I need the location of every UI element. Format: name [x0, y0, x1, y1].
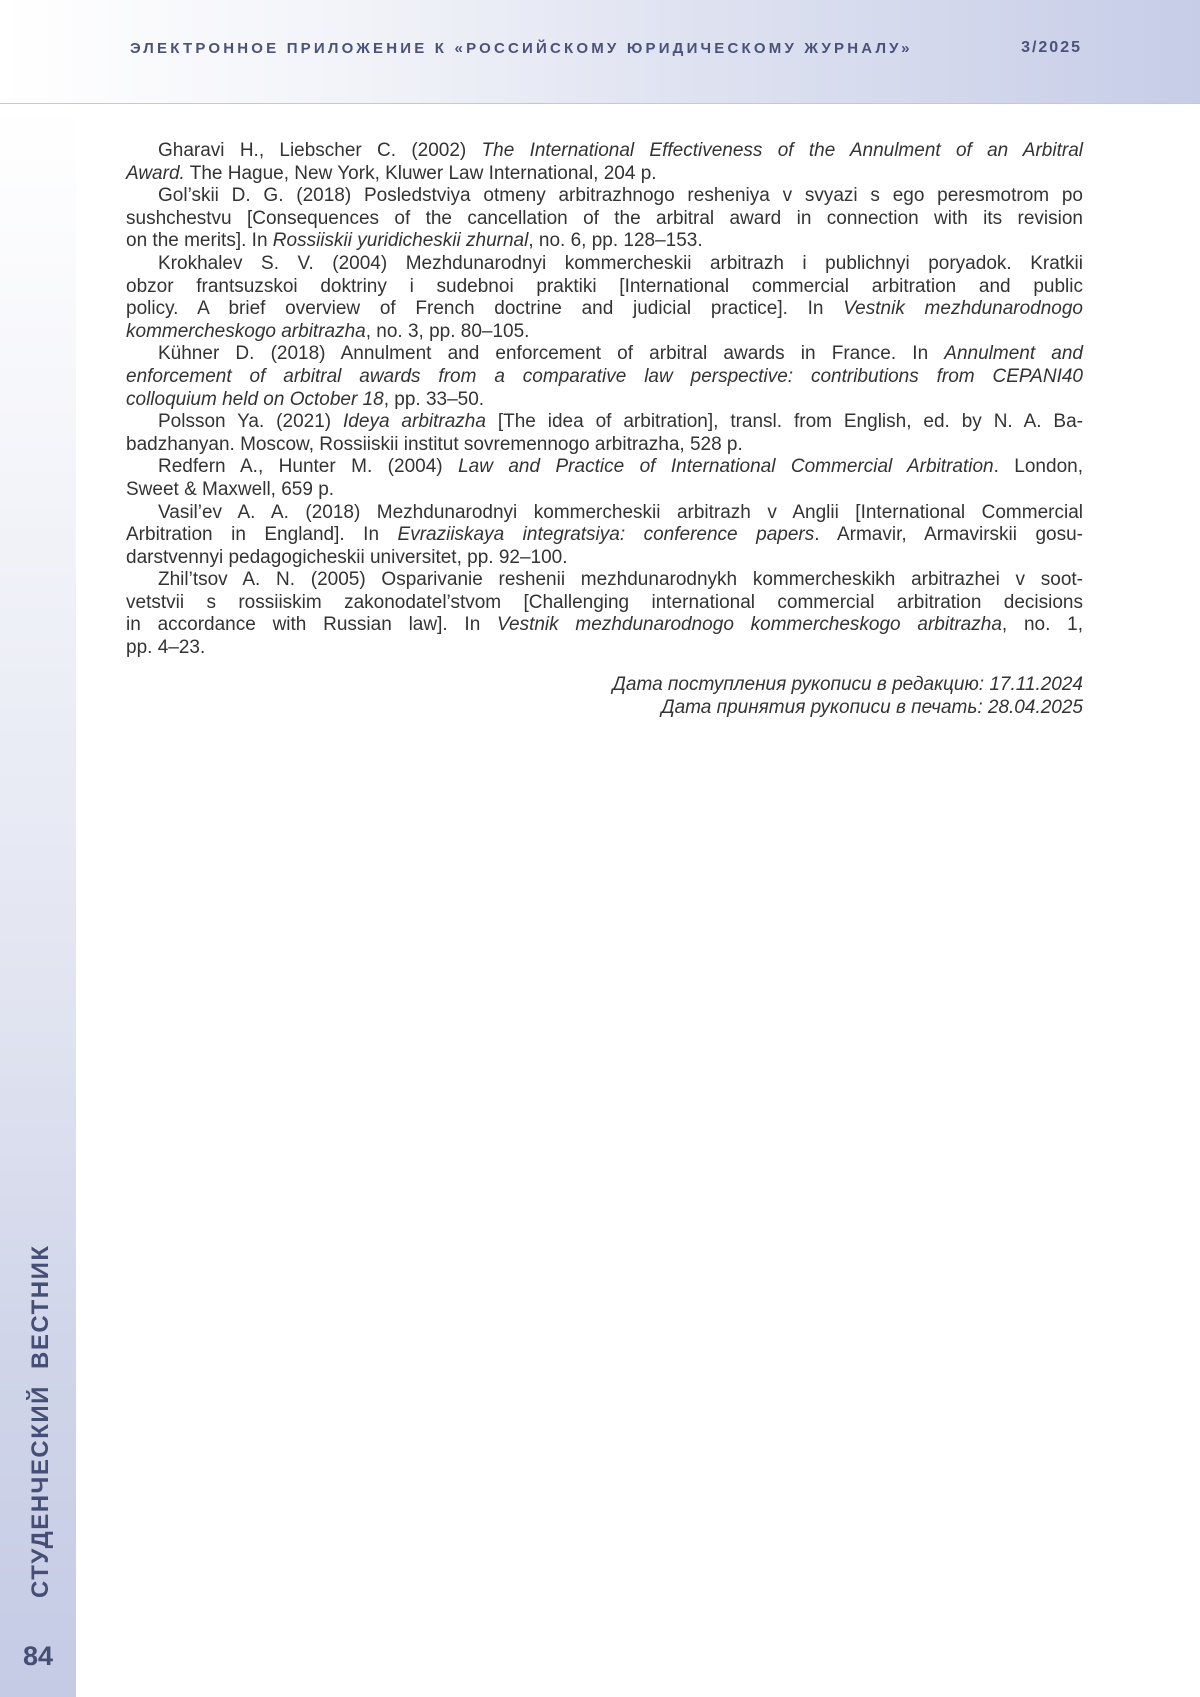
reference-line: Arbitration in England]. In Evraziiskaya integratsiya: conference papers. Armavir, Armavirskii gosu- — [126, 524, 1084, 546]
reference-line: on the merits]. In Rossiiskii yuridicheskii zhurnal, no. 6, pp. 128–153. — [126, 230, 703, 252]
reference-line: Vasil’ev A. A. (2018) Mezhdunarodnyi kommercheskii arbitrazh v Anglii [International Commercial — [158, 501, 1083, 523]
submission-dates — [126, 674, 1083, 719]
reference-line: Gharavi H., Liebscher C. (2002) The International Effectiveness of the Annulment of an Arbitral — [158, 140, 1083, 161]
reference-line: pp. 4–23. — [126, 637, 206, 659]
references-section — [126, 140, 1083, 660]
header-band — [0, 0, 1200, 104]
reference-line: darstvennyi pedagogicheskii universitet, pp. 92–100. — [126, 546, 568, 568]
reference-line: Kühner D. (2018) Annulment and enforcement of arbitral awards in France. In Annulment and — [158, 343, 1083, 365]
date-received: Дата поступления рукописи в редакцию: 17.11.2024 — [612, 674, 1083, 695]
reference-line: enforcement of arbitral awards from a comparative law perspective: contributions from CEPANI40 — [126, 365, 1083, 387]
reference-line: vetstvii s rossiiskim zakonodatel’stvom [Challenging international commercial arbitration decisions — [126, 591, 1083, 613]
date-accepted: Дата принятия рукописи в печать: 28.04.2025 — [661, 696, 1083, 718]
page-number: 84 — [22, 1641, 54, 1671]
reference-line: obzor frantsuzskoi doktriny i sudebnoi praktiki [International commercial arbitration and public — [126, 275, 1083, 297]
journal-title: ЭЛЕКТРОННОЕ ПРИЛОЖЕНИЕ К «РОССИЙСКОМУ ЮРИДИЧЕСКОМУ ЖУРНАЛУ» — [130, 40, 913, 57]
reference-line: colloquium held on October 18, pp. 33–50. — [126, 388, 485, 410]
reference-line: Polsson Ya. (2021) Ideya arbitrazha [The idea of arbitration], transl. from English, ed. by N. A. Ba- — [158, 411, 1084, 433]
reference-line: Sweet & Maxwell, 659 p. — [126, 478, 335, 500]
reference-line: Award. The Hague, New York, Kluwer Law International, 204 p. — [126, 162, 657, 184]
reference-line: policy. A brief overview of French doctrine and judicial practice]. In Vestnik mezhdunarodnogo — [126, 298, 1084, 320]
issue-number: 3/2025 — [1021, 39, 1082, 56]
reference-line: sushchestvu [Consequences of the cancellation of the arbitral award in connection with its revision — [126, 207, 1083, 229]
reference-line: Krokhalev S. V. (2004) Mezhdunarodnyi kommercheskii arbitrazh i publichnyi poryadok. Kratkii — [158, 252, 1083, 274]
reference-line: Gol’skii D. G. (2018) Posledstviya otmeny arbitrazhnogo resheniya v svyazi s ego peresmotrom po — [158, 185, 1083, 207]
reference-line: kommercheskogo arbitrazha, no. 3, pp. 80–105. — [126, 320, 530, 342]
reference-line: Zhil’tsov A. N. (2005) Osparivanie reshenii mezhdunarodnykh kommercheskikh arbitrazhei v soot- — [158, 569, 1083, 591]
sidebar-vertical-label: СТУДЕНЧЕСКИЙ ВЕСТНИК — [27, 1244, 54, 1598]
reference-line: Redfern A., Hunter M. (2004) Law and Practice of International Commercial Arbitration. London, — [158, 456, 1083, 478]
reference-line: in accordance with Russian law]. In Vestnik mezhdunarodnogo kommercheskogo arbitrazha, no. 1, — [126, 614, 1083, 636]
reference-line: badzhanyan. Moscow, Rossiiskii institut sovremennogo arbitrazha, 528 p. — [126, 433, 743, 455]
